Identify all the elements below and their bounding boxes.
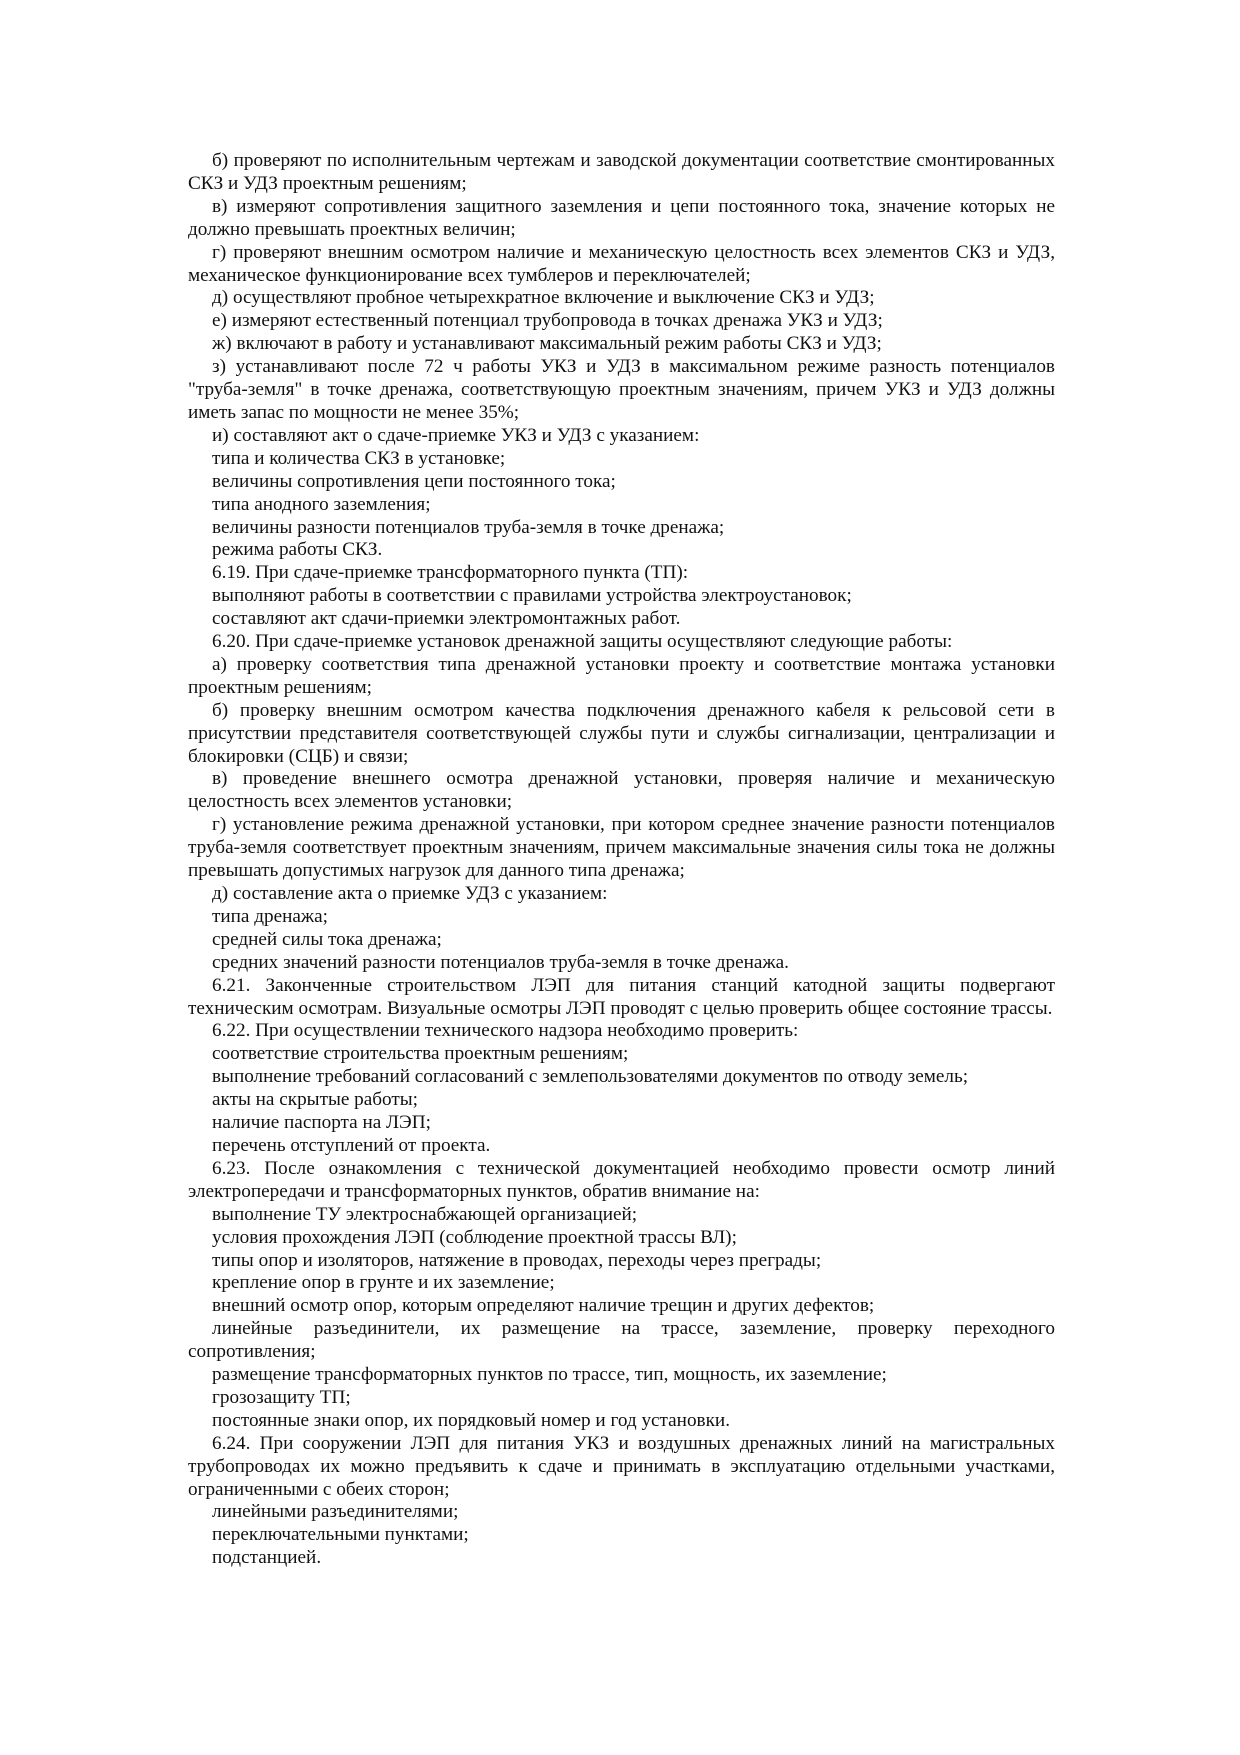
paragraph-z-potential-difference: з) устанавливают после 72 ч работы УКЗ и УДЗ в максимальном режиме разность потенциалов "труба-земля" в точке дренажа, соответствующую проектным значениям, причем УКЗ и УДЗ должны иметь запас по мощности не менее 35%; <box>188 356 1055 423</box>
list-item-deviations: перечень отступлений от проекта. <box>212 1134 491 1156</box>
paragraph-d-test-switching: д) осуществляют пробное четырехкратное включение и выключение СКЗ и УДЗ; <box>212 287 875 309</box>
list-item-pole-grounding: крепление опор в грунте и их заземление; <box>212 1272 555 1294</box>
document-page <box>188 150 1055 1570</box>
section-6-24: 6.24. При сооружении ЛЭП для питания УКЗ и воздушных дренажных линий на магистральных трубопроводах их можно предъявить к сдаче и принимать в эксплуатацию отдельными участками, ограниченными с обеих сторон; <box>188 1432 1055 1500</box>
section-6-21: 6.21. Законченные строительством ЛЭП для питания станций катодной защиты подвергают техническим осмотрам. Визуальные осмотры ЛЭП проводят с целью проверить общее состояние трассы. <box>188 974 1055 1019</box>
list-item-lightning-protection: грозозащиту ТП; <box>212 1386 351 1408</box>
list-item-drainage-type: типа дренажа; <box>212 905 328 927</box>
list-item-anode-grounding: типа анодного заземления; <box>212 493 431 515</box>
section-6-22: 6.22. При осуществлении технического надзора необходимо проверить: <box>212 1020 799 1042</box>
list-item-drainage-current: средней силы тока дренажа; <box>212 928 442 950</box>
paragraph-e-natural-potential: е) измеряют естественный потенциал трубопровода в точках дренажа УКЗ и УДЗ; <box>212 310 883 332</box>
list-item-electrical-act: составляют акт сдачи-приемки электромонтажных работ. <box>212 608 681 630</box>
list-item-pole-types: типы опор и изоляторов, натяжение в проводах, переходы через преграды; <box>212 1249 822 1271</box>
list-item-project-compliance: соответствие строительства проектным решениям; <box>212 1043 629 1065</box>
paragraph-i-acceptance-act: и) составляют акт о сдаче-приемке УКЗ и УДЗ с указанием: <box>212 424 700 446</box>
paragraph-zh-max-mode: ж) включают в работу и устанавливают максимальный режим работы СКЗ и УДЗ; <box>212 333 882 355</box>
paragraph-d-udz-act: д) составление акта о приемке УДЗ с указанием: <box>212 883 608 904</box>
list-item-pole-markers: постоянные знаки опор, их порядковый номер и год установки. <box>212 1409 730 1431</box>
list-item-disconnectors: линейными разъединителями; <box>212 1501 459 1523</box>
paragraph-a-drainage-type: а) проверку соответствия типа дренажной установки проекту и соответствие монтажа установки проектным решениям; <box>188 653 1055 698</box>
paragraph-v-drainage-inspection: в) проведение внешнего осмотра дренажной установки, проверяя наличие и механическую целостность всех элементов установки; <box>188 768 1055 813</box>
list-item-hidden-works: акты на скрытые работы; <box>212 1089 418 1111</box>
section-6-23: 6.23. После ознакомления с технической документацией необходимо провести осмотр линий электропередачи и трансформаторных пунктов, обратив внимание на: <box>188 1157 1055 1202</box>
paragraph-g-visual-inspection: г) проверяют внешним осмотром наличие и механическую целостность всех элементов СКЗ и УДЗ, механическое функционирование всех тумблеров и переключателей; <box>188 241 1055 286</box>
list-item-skz-mode: режима работы СКЗ. <box>212 539 383 561</box>
list-item-drainage-potential: средних значений разности потенциалов труба-земля в точке дренажа. <box>212 951 789 973</box>
list-item-lep-passport: наличие паспорта на ЛЭП; <box>212 1112 431 1134</box>
list-item-skz-type: типа и количества СКЗ в установке; <box>212 447 506 469</box>
list-item-dc-resistance: величины сопротивления цепи постоянного тока; <box>212 470 616 492</box>
list-item-electrical-rules: выполняют работы в соответствии с правилами устройства электроустановок; <box>212 585 852 607</box>
paragraph-g-drainage-mode: г) установление режима дренажной установки, при котором среднее значение разности потенциалов труба-земля соответствует проектным значениям, причем максимальные значения силы тока не должны превышать допустимых нагрузок для данного типа дренажа; <box>188 814 1055 882</box>
list-item-line-disconnectors: линейные разъединители, их размещение на трассе, заземление, проверку переходного сопротивления; <box>188 1318 1055 1363</box>
list-item-lep-route: условия прохождения ЛЭП (соблюдение проектной трассы ВЛ); <box>212 1226 737 1248</box>
list-item-switching-points: переключательными пунктами; <box>212 1524 469 1546</box>
paragraph-b-check-drawings: б) проверяют по исполнительным чертежам и заводской документации соответствие смонтированных СКЗ и УДЗ проектным решениям; <box>188 150 1055 194</box>
paragraph-b-drainage-cable: б) проверку внешним осмотром качества подключения дренажного кабеля к рельсовой сети в присутствии представителя соответствующей службы пути и службы сигнализации, централизации и блокировки (СЦБ) и связи; <box>188 699 1055 767</box>
list-item-tu-compliance: выполнение ТУ электроснабжающей организацией; <box>212 1203 638 1225</box>
paragraph-v-measure-resistance: в) измеряют сопротивления защитного заземления и цепи постоянного тока, значение которых не должно превышать проектных величин; <box>188 195 1055 240</box>
list-item-potential-difference: величины разности потенциалов труба-земля в точке дренажа; <box>212 516 725 538</box>
list-item-pole-inspection: внешний осмотр опор, которым определяют наличие трещин и других дефектов; <box>212 1295 875 1317</box>
section-6-19: 6.19. При сдаче-приемке трансформаторного пункта (ТП): <box>212 562 689 584</box>
section-6-20: 6.20. При сдаче-приемке установок дренажной защиты осуществляют следующие работы: <box>212 631 953 653</box>
list-item-land-approvals: выполнение требований согласований с землепользователями документов по отводу земель; <box>212 1066 969 1088</box>
list-item-transformer-placement: размещение трансформаторных пунктов по трассе, тип, мощность, их заземление; <box>212 1364 887 1386</box>
list-item-substation: подстанцией. <box>212 1547 322 1569</box>
